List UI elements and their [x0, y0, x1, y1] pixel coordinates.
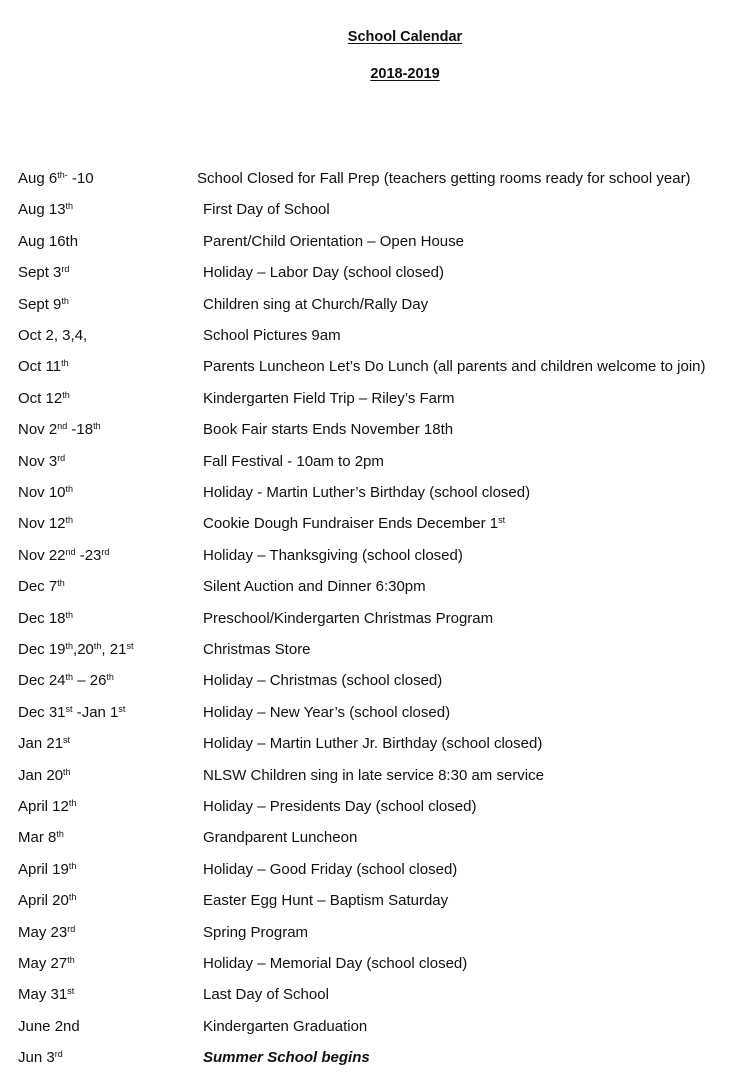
calendar-date: Oct 2, 3,4, — [18, 327, 88, 344]
calendar-row — [0, 924, 754, 948]
calendar-date: June 2nd — [18, 1017, 80, 1035]
calendar-row — [0, 453, 754, 477]
calendar-row — [0, 421, 754, 445]
calendar-row — [0, 547, 754, 571]
calendar-row — [0, 484, 754, 508]
calendar-row — [0, 264, 754, 288]
calendar-date: Dec 19th,20th, 21st — [18, 641, 134, 658]
calendar-event: Children sing at Church/Rally Day — [203, 295, 429, 313]
calendar-event: Last Day of School — [203, 986, 329, 1004]
calendar-date: Oct 11th — [18, 358, 69, 376]
calendar-row — [0, 641, 754, 665]
calendar-event: Holiday – New Year’s (school closed) — [203, 703, 451, 721]
calendar-event: Kindergarten Field Trip – Riley’s Farm — [203, 389, 455, 407]
calendar-date: May 23rd — [18, 923, 76, 941]
calendar-date: April 20th — [18, 892, 77, 910]
calendar-date: Jan 21st — [18, 735, 71, 753]
calendar-event: School Pictures 9am — [203, 327, 341, 344]
calendar-event: Holiday – Good Friday (school closed) — [203, 860, 458, 878]
calendar-row — [0, 358, 754, 382]
page-title: School Calendar — [347, 29, 463, 45]
calendar-event: Holiday - Martin Luther’s Birthday (school closed) — [203, 484, 531, 501]
calendar-event: Kindergarten Graduation — [203, 1017, 368, 1035]
calendar-row — [0, 986, 754, 1010]
calendar-row — [0, 1049, 754, 1073]
calendar-date: Jun 3rd — [18, 1049, 63, 1067]
calendar-event: Spring Program — [203, 923, 309, 941]
calendar-row — [0, 672, 754, 696]
calendar-date: Mar 8th — [18, 829, 64, 847]
calendar-date: Nov 2nd -18th — [18, 421, 101, 439]
calendar-date: Dec 18th — [18, 609, 74, 627]
calendar-row — [0, 767, 754, 791]
calendar-row — [0, 829, 754, 853]
calendar-row — [0, 610, 754, 634]
calendar-date: Sept 3rd — [18, 264, 70, 282]
calendar-date: Nov 10th — [18, 484, 74, 501]
calendar-event: Holiday – Memorial Day (school closed) — [203, 955, 468, 972]
calendar-event: Parent/Child Orientation – Open House — [203, 232, 464, 250]
calendar-date: April 19th — [18, 860, 77, 878]
calendar-event: School Closed for Fall Prep (teachers getting rooms ready for school year) — [197, 170, 691, 187]
calendar-date: Dec 7th — [18, 578, 65, 596]
calendar-date: Nov 12th — [18, 515, 74, 533]
calendar-row — [0, 170, 754, 194]
calendar-date: Nov 3rd — [18, 452, 66, 470]
calendar-date: Nov 22nd -23rd — [18, 546, 110, 564]
calendar-row — [0, 704, 754, 728]
calendar-event: Cookie Dough Fundraiser Ends December 1st — [203, 515, 506, 533]
calendar-event: Holiday – Labor Day (school closed) — [203, 264, 444, 282]
calendar-event: NLSW Children sing in late service 8:30 am service — [203, 766, 544, 784]
calendar-event: Parents Luncheon Let’s Do Lunch (all parents and children welcome to join) — [203, 358, 706, 376]
calendar-event: First Day of School — [203, 201, 330, 219]
calendar-row — [0, 390, 754, 414]
calendar-row — [0, 296, 754, 320]
calendar-date: Aug 13th — [18, 201, 74, 219]
calendar-event: Holiday – Martin Luther Jr. Birthday (school closed) — [203, 735, 543, 753]
calendar-date: Oct 12th — [18, 389, 70, 407]
calendar-row — [0, 233, 754, 257]
calendar-date: May 27th — [18, 955, 75, 972]
calendar-event: Fall Festival - 10am to 2pm — [203, 452, 384, 470]
calendar-date: Aug $6^{th-}$ -10 — [18, 170, 94, 187]
calendar-row — [0, 892, 754, 916]
calendar-date: Dec 24th – 26th — [18, 672, 114, 690]
calendar-event: Holiday – Presidents Day (school closed) — [203, 798, 477, 815]
calendar-date: Aug 16th — [18, 232, 79, 250]
calendar-event: Summer School begins — [203, 1049, 370, 1067]
calendar-event: Christmas Store — [203, 641, 311, 658]
calendar-event: Holiday – Christmas (school closed) — [203, 672, 443, 690]
calendar-event: Grandparent Luncheon — [203, 829, 358, 847]
calendar-date: Sept 9th — [18, 295, 69, 313]
calendar-row — [0, 1018, 754, 1042]
calendar-event: Silent Auction and Dinner 6:30pm — [203, 578, 426, 596]
school-year: 2018-2019 — [370, 66, 440, 82]
calendar-row — [0, 735, 754, 759]
calendar-date: Jan 20th — [18, 766, 71, 784]
calendar-row — [0, 955, 754, 979]
calendar-date: Dec 31st -Jan 1st — [18, 703, 126, 721]
calendar-row — [0, 861, 754, 885]
calendar-event: Book Fair starts Ends November 18th — [203, 421, 454, 439]
calendar-date: April 12th — [18, 798, 77, 815]
calendar-row — [0, 578, 754, 602]
calendar-row — [0, 515, 754, 539]
calendar-event: Holiday – Thanksgiving (school closed) — [203, 546, 463, 564]
calendar-event: Preschool/Kindergarten Christmas Program — [203, 609, 494, 627]
calendar-date: May 31st — [18, 986, 75, 1004]
calendar-event: Easter Egg Hunt – Baptism Saturday — [203, 892, 449, 910]
calendar-row — [0, 798, 754, 822]
calendar-row — [0, 327, 754, 351]
calendar-row — [0, 201, 754, 225]
